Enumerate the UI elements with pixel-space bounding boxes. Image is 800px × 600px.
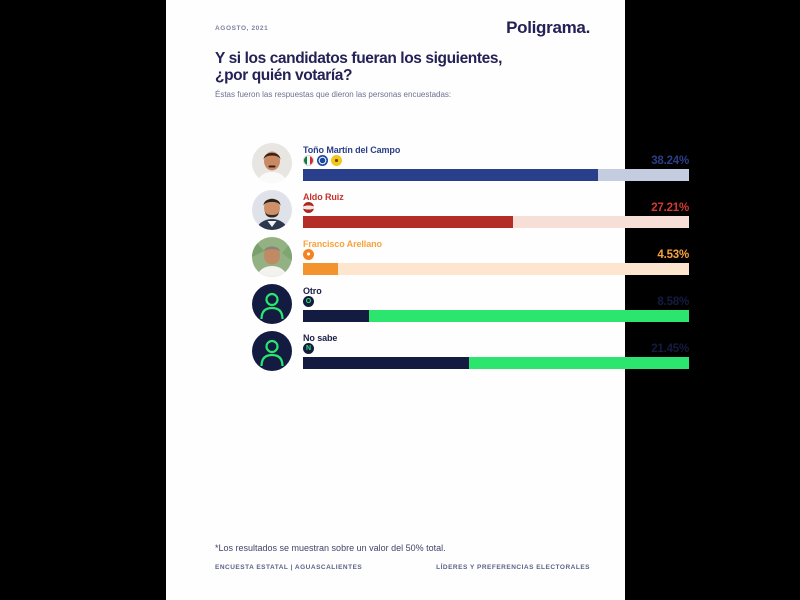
candidate-photo-avatar [252,143,292,183]
mc-party-icon [303,249,314,260]
bar-fill [303,216,513,228]
title-line-2: ¿por quién votaría? [215,67,353,84]
page-footer [215,564,590,571]
candidate-row [252,143,689,190]
candidate-photo-avatar [252,190,292,230]
result-bar [303,310,689,322]
candidate-row [252,237,689,284]
page-header [215,18,590,38]
footer-right-label: LÍDERES Y PREFERENCIAS ELECTORALES [436,564,590,571]
candidate-name: Aldo Ruiz [303,192,344,202]
percent-label: 21.45% [651,343,689,355]
candidate-name: Toño Martín del Campo [303,145,401,155]
poll-results-chart [252,143,689,378]
result-bar [303,216,689,228]
poligrama-logo: Poligrama. [506,18,590,37]
person-outline-avatar [252,284,292,324]
bar-fill [303,263,338,275]
pri-party-icon [303,155,314,166]
page-title [215,50,595,84]
person-outline-avatar [252,331,292,371]
answer-label: No sabe [303,333,338,343]
otro-letter-icon: O [303,296,314,307]
title-line-1: Y si los candidatos fueran los siguientes, [215,50,502,67]
answer-label: Otro [303,286,322,296]
scale-note: *Los resultados se muestran sobre un valor del 50% total. [215,543,446,553]
bar-fill [303,169,598,181]
answer-icons [303,296,314,307]
answer-row-no-sabe [252,331,689,378]
result-bar [303,263,689,275]
footer-left-label: ENCUESTA ESTATAL | AGUASCALIENTES [215,564,363,571]
answer-icons [303,343,314,354]
title-block [215,50,595,99]
candidate-photo-avatar [252,237,292,277]
result-bar [303,357,689,369]
percent-label: 8.58% [657,296,689,308]
percent-label: 38.24% [651,155,689,167]
bar-fill [303,310,369,322]
date-label: AGOSTO, 2021 [215,24,269,32]
prd-party-icon [331,155,342,166]
morena-party-icon [303,202,314,213]
bar-fill [303,357,469,369]
pan-party-icon [317,155,328,166]
answer-row-otro [252,284,689,331]
percent-label: 27.21% [651,202,689,214]
party-icons [303,249,314,260]
percent-label: 4.53% [657,249,689,261]
result-bar [303,169,689,181]
no-sabe-letter-icon: N [303,343,314,354]
candidate-name: Francisco Arellano [303,239,382,249]
infographic-page [166,0,689,600]
page-subtitle: Éstas fueron las respuestas que dieron las personas encuestadas: [215,90,452,99]
party-icons [303,155,342,166]
candidate-row [252,190,689,237]
party-icons [303,202,314,213]
